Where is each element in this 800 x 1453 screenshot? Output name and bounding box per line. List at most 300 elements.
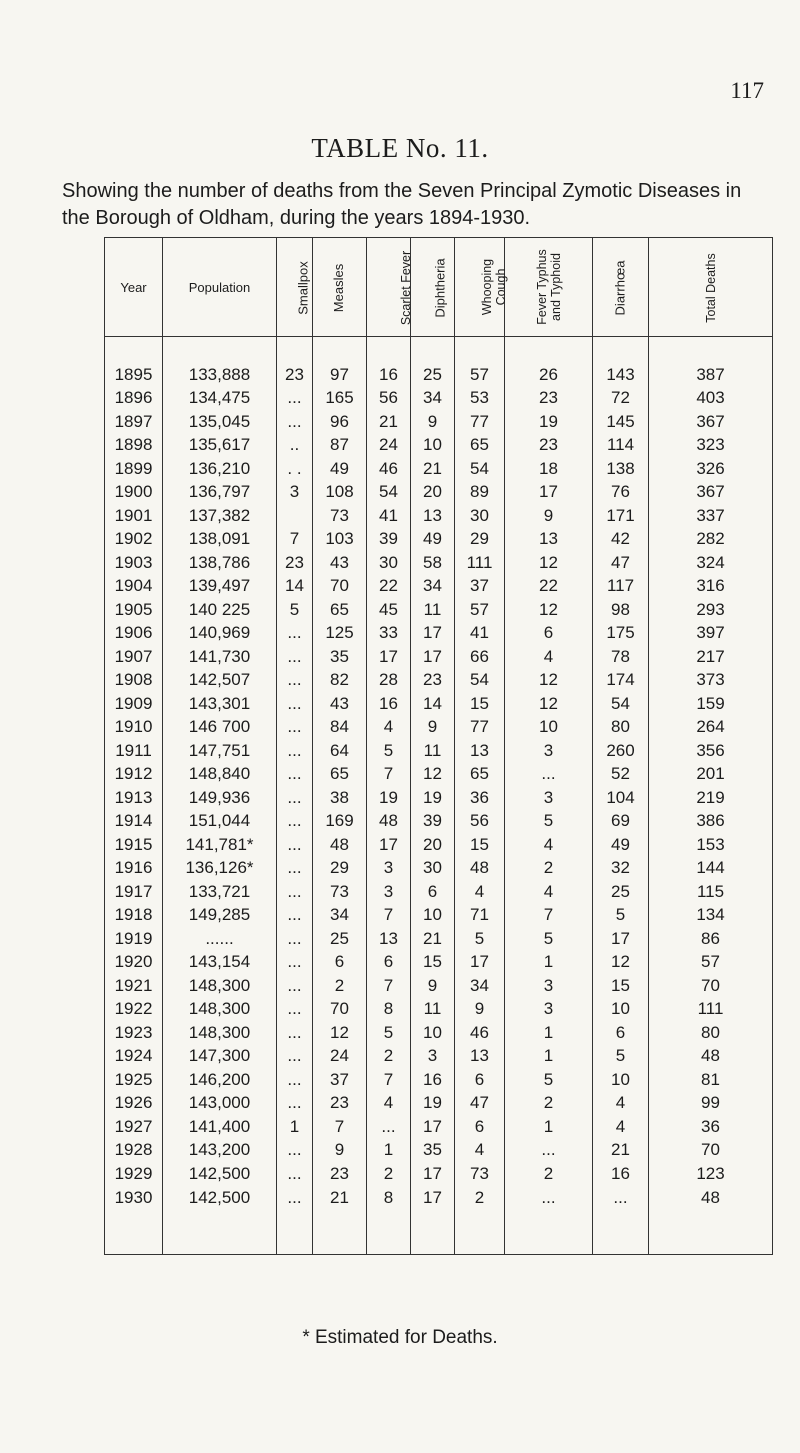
- cell-whooping-cough: 36: [455, 786, 505, 810]
- cell-fever: 19: [505, 410, 593, 434]
- cell-smallpox: 3: [277, 481, 313, 505]
- cell-total-deaths: 48: [649, 1045, 773, 1069]
- cell-diarrhoea: 175: [593, 622, 649, 646]
- cell-diphtheria: 30: [411, 857, 455, 881]
- cell-population: 141,781*: [163, 833, 277, 857]
- cell-scarlet-fever: 45: [367, 598, 411, 622]
- cell-scarlet-fever: 7: [367, 763, 411, 787]
- cell-total-deaths: 386: [649, 810, 773, 834]
- cell-smallpox: ...: [277, 1021, 313, 1045]
- cell-year: 1919: [105, 927, 163, 951]
- cell-year: 1896: [105, 387, 163, 411]
- cell-population: 143,154: [163, 951, 277, 975]
- cell-diarrhoea: 54: [593, 692, 649, 716]
- cell-whooping-cough: 54: [455, 457, 505, 481]
- cell-total-deaths: 159: [649, 692, 773, 716]
- cell-scarlet-fever: 56: [367, 387, 411, 411]
- cell-total-deaths: 81: [649, 1068, 773, 1092]
- cell-total-deaths: 70: [649, 974, 773, 998]
- cell-measles: 73: [313, 504, 367, 528]
- cell-whooping-cough: 29: [455, 528, 505, 552]
- cell-diphtheria: 16: [411, 1068, 455, 1092]
- cell-year: 1895: [105, 363, 163, 387]
- table-row: [105, 528, 773, 552]
- cell-scarlet-fever: 19: [367, 786, 411, 810]
- cell-diarrhoea: 52: [593, 763, 649, 787]
- cell-smallpox: 1: [277, 1115, 313, 1139]
- table-row: [105, 669, 773, 693]
- cell-year: 1927: [105, 1115, 163, 1139]
- cell-total-deaths: 80: [649, 1021, 773, 1045]
- cell-measles: 49: [313, 457, 367, 481]
- table-row: [105, 457, 773, 481]
- cell-population: 147,751: [163, 739, 277, 763]
- table-row: [105, 974, 773, 998]
- cell-diphtheria: 19: [411, 1092, 455, 1116]
- cell-measles: 23: [313, 1162, 367, 1186]
- cell-fever: 12: [505, 692, 593, 716]
- cell-whooping-cough: 34: [455, 974, 505, 998]
- cell-smallpox: ...: [277, 810, 313, 834]
- cell-fever: 9: [505, 504, 593, 528]
- cell-population: 142,507: [163, 669, 277, 693]
- cell-year: 1907: [105, 645, 163, 669]
- cell-diarrhoea: 80: [593, 716, 649, 740]
- cell-fever: 18: [505, 457, 593, 481]
- cell-total-deaths: 264: [649, 716, 773, 740]
- cell-measles: 9: [313, 1139, 367, 1163]
- cell-diarrhoea: 21: [593, 1139, 649, 1163]
- cell-fever: 4: [505, 880, 593, 904]
- cell-total-deaths: 397: [649, 622, 773, 646]
- cell-whooping-cough: 2: [455, 1186, 505, 1255]
- cell-year: 1929: [105, 1162, 163, 1186]
- cell-measles: 29: [313, 857, 367, 881]
- cell-whooping-cough: 6: [455, 1115, 505, 1139]
- cell-diphtheria: 20: [411, 833, 455, 857]
- cell-population: 135,617: [163, 434, 277, 458]
- cell-diarrhoea: 25: [593, 880, 649, 904]
- cell-year: 1928: [105, 1139, 163, 1163]
- cell-whooping-cough: 53: [455, 387, 505, 411]
- cell-smallpox: ...: [277, 998, 313, 1022]
- cell-smallpox: 7: [277, 528, 313, 552]
- cell-year: 1900: [105, 481, 163, 505]
- cell-fever: 6: [505, 622, 593, 646]
- cell-whooping-cough: 17: [455, 951, 505, 975]
- cell-fever: ...: [505, 1186, 593, 1255]
- cell-total-deaths: 99: [649, 1092, 773, 1116]
- cell-diphtheria: 17: [411, 622, 455, 646]
- cell-fever: 12: [505, 598, 593, 622]
- cell-measles: 24: [313, 1045, 367, 1069]
- table-title: TABLE No. 11.: [311, 133, 489, 163]
- cell-smallpox: [277, 504, 313, 528]
- cell-diarrhoea: 10: [593, 998, 649, 1022]
- cell-year: 1916: [105, 857, 163, 881]
- col-header-year: Year: [105, 238, 163, 337]
- cell-fever: 17: [505, 481, 593, 505]
- table-row: [105, 598, 773, 622]
- col-header-total-deaths: Total Deaths: [649, 238, 773, 337]
- cell-year: 1912: [105, 763, 163, 787]
- cell-year: 1930: [105, 1186, 163, 1255]
- cell-population: 135,045: [163, 410, 277, 434]
- cell-whooping-cough: 6: [455, 1068, 505, 1092]
- table-row: [105, 434, 773, 458]
- cell-scarlet-fever: 54: [367, 481, 411, 505]
- cell-year: 1897: [105, 410, 163, 434]
- cell-smallpox: ...: [277, 1162, 313, 1186]
- table-row: [105, 1068, 773, 1092]
- cell-smallpox: . .: [277, 457, 313, 481]
- cell-smallpox: 5: [277, 598, 313, 622]
- cell-smallpox: ...: [277, 974, 313, 998]
- cell-diarrhoea: 138: [593, 457, 649, 481]
- cell-total-deaths: 219: [649, 786, 773, 810]
- cell-smallpox: ...: [277, 1092, 313, 1116]
- cell-total-deaths: 293: [649, 598, 773, 622]
- cell-measles: 25: [313, 927, 367, 951]
- cell-smallpox: ...: [277, 410, 313, 434]
- cell-measles: 65: [313, 763, 367, 787]
- cell-diarrhoea: 15: [593, 974, 649, 998]
- cell-scarlet-fever: 22: [367, 575, 411, 599]
- cell-population: 148,300: [163, 998, 277, 1022]
- cell-measles: 84: [313, 716, 367, 740]
- table-row: [105, 575, 773, 599]
- table-row: [105, 481, 773, 505]
- cell-fever: 1: [505, 1115, 593, 1139]
- cell-diphtheria: 25: [411, 363, 455, 387]
- cell-diphtheria: 17: [411, 1115, 455, 1139]
- cell-population: 146,200: [163, 1068, 277, 1092]
- cell-measles: 7: [313, 1115, 367, 1139]
- cell-fever: 3: [505, 786, 593, 810]
- cell-diphtheria: 9: [411, 716, 455, 740]
- cell-scarlet-fever: 33: [367, 622, 411, 646]
- cell-scarlet-fever: 4: [367, 716, 411, 740]
- cell-smallpox: ...: [277, 857, 313, 881]
- cell-smallpox: ...: [277, 387, 313, 411]
- cell-whooping-cough: 9: [455, 998, 505, 1022]
- cell-whooping-cough: 4: [455, 880, 505, 904]
- cell-diphtheria: 3: [411, 1045, 455, 1069]
- cell-fever: 5: [505, 927, 593, 951]
- cell-whooping-cough: 5: [455, 927, 505, 951]
- cell-year: 1918: [105, 904, 163, 928]
- table-body: [105, 363, 773, 1254]
- cell-year: 1903: [105, 551, 163, 575]
- cell-diphtheria: 23: [411, 669, 455, 693]
- cell-scarlet-fever: 48: [367, 810, 411, 834]
- cell-fever: 12: [505, 669, 593, 693]
- deaths-table: [104, 237, 773, 1255]
- cell-population: 148,840: [163, 763, 277, 787]
- cell-scarlet-fever: 13: [367, 927, 411, 951]
- cell-total-deaths: 316: [649, 575, 773, 599]
- cell-scarlet-fever: 7: [367, 904, 411, 928]
- cell-diarrhoea: 49: [593, 833, 649, 857]
- cell-fever: 5: [505, 810, 593, 834]
- cell-scarlet-fever: 3: [367, 880, 411, 904]
- cell-diphtheria: 39: [411, 810, 455, 834]
- cell-diarrhoea: 78: [593, 645, 649, 669]
- cell-population: 147,300: [163, 1045, 277, 1069]
- cell-diphtheria: 11: [411, 998, 455, 1022]
- cell-whooping-cough: 4: [455, 1139, 505, 1163]
- cell-scarlet-fever: 5: [367, 1021, 411, 1045]
- col-header-diarrhoea: Diarrhœa: [593, 238, 649, 337]
- cell-smallpox: ...: [277, 669, 313, 693]
- cell-fever: 13: [505, 528, 593, 552]
- cell-total-deaths: 323: [649, 434, 773, 458]
- cell-scarlet-fever: 2: [367, 1162, 411, 1186]
- cell-diarrhoea: 114: [593, 434, 649, 458]
- cell-diarrhoea: 4: [593, 1115, 649, 1139]
- table-row: [105, 810, 773, 834]
- cell-smallpox: ...: [277, 716, 313, 740]
- cell-whooping-cough: 71: [455, 904, 505, 928]
- cell-whooping-cough: 65: [455, 434, 505, 458]
- cell-whooping-cough: 57: [455, 363, 505, 387]
- cell-diarrhoea: 145: [593, 410, 649, 434]
- cell-smallpox: ...: [277, 692, 313, 716]
- table-row: [105, 1186, 773, 1255]
- cell-measles: 97: [313, 363, 367, 387]
- col-header-measles: Measles: [313, 238, 367, 337]
- col-header-scarlet-fever: Scarlet Fever: [367, 238, 411, 337]
- cell-total-deaths: 367: [649, 481, 773, 505]
- cell-diarrhoea: 5: [593, 904, 649, 928]
- cell-year: 1915: [105, 833, 163, 857]
- cell-total-deaths: 115: [649, 880, 773, 904]
- cell-measles: 103: [313, 528, 367, 552]
- footnote: * Estimated for Deaths.: [302, 1327, 498, 1348]
- cell-measles: 6: [313, 951, 367, 975]
- cell-scarlet-fever: 30: [367, 551, 411, 575]
- cell-diarrhoea: ...: [593, 1186, 649, 1255]
- cell-total-deaths: 373: [649, 669, 773, 693]
- cell-smallpox: ...: [277, 763, 313, 787]
- cell-smallpox: ...: [277, 622, 313, 646]
- cell-smallpox: ...: [277, 1139, 313, 1163]
- cell-smallpox: ...: [277, 904, 313, 928]
- cell-fever: 3: [505, 739, 593, 763]
- cell-population: 136,210: [163, 457, 277, 481]
- cell-population: 143,301: [163, 692, 277, 716]
- cell-total-deaths: 367: [649, 410, 773, 434]
- cell-year: 1914: [105, 810, 163, 834]
- cell-total-deaths: 324: [649, 551, 773, 575]
- cell-measles: 125: [313, 622, 367, 646]
- cell-diarrhoea: 76: [593, 481, 649, 505]
- cell-population: 133,888: [163, 363, 277, 387]
- cell-diarrhoea: 72: [593, 387, 649, 411]
- cell-diarrhoea: 4: [593, 1092, 649, 1116]
- cell-smallpox: ...: [277, 645, 313, 669]
- cell-fever: 23: [505, 434, 593, 458]
- cell-fever: 12: [505, 551, 593, 575]
- cell-diarrhoea: 42: [593, 528, 649, 552]
- cell-population: 146 700: [163, 716, 277, 740]
- cell-scarlet-fever: ...: [367, 1115, 411, 1139]
- cell-diarrhoea: 98: [593, 598, 649, 622]
- cell-fever: 3: [505, 998, 593, 1022]
- cell-diarrhoea: 32: [593, 857, 649, 881]
- cell-diphtheria: 11: [411, 598, 455, 622]
- table-row: [105, 880, 773, 904]
- cell-smallpox: ...: [277, 786, 313, 810]
- cell-smallpox: 23: [277, 363, 313, 387]
- cell-diphtheria: 13: [411, 504, 455, 528]
- cell-scarlet-fever: 8: [367, 1186, 411, 1255]
- cell-measles: 37: [313, 1068, 367, 1092]
- cell-population: 151,044: [163, 810, 277, 834]
- cell-scarlet-fever: 2: [367, 1045, 411, 1069]
- cell-measles: 12: [313, 1021, 367, 1045]
- cell-whooping-cough: 56: [455, 810, 505, 834]
- cell-population: 133,721: [163, 880, 277, 904]
- table-row: [105, 927, 773, 951]
- cell-diphtheria: 17: [411, 645, 455, 669]
- cell-year: 1905: [105, 598, 163, 622]
- table-row: [105, 504, 773, 528]
- cell-total-deaths: 387: [649, 363, 773, 387]
- cell-smallpox: ...: [277, 833, 313, 857]
- cell-total-deaths: 337: [649, 504, 773, 528]
- cell-measles: 21: [313, 1186, 367, 1255]
- cell-fever: 23: [505, 387, 593, 411]
- cell-diphtheria: 21: [411, 927, 455, 951]
- table-row: [105, 833, 773, 857]
- table-row: [105, 786, 773, 810]
- cell-fever: 4: [505, 833, 593, 857]
- cell-total-deaths: 144: [649, 857, 773, 881]
- cell-diphtheria: 9: [411, 410, 455, 434]
- cell-measles: 82: [313, 669, 367, 693]
- cell-total-deaths: 403: [649, 387, 773, 411]
- cell-fever: ...: [505, 1139, 593, 1163]
- cell-diarrhoea: 10: [593, 1068, 649, 1092]
- cell-fever: 2: [505, 1162, 593, 1186]
- cell-population: 149,285: [163, 904, 277, 928]
- cell-total-deaths: 153: [649, 833, 773, 857]
- cell-diarrhoea: 6: [593, 1021, 649, 1045]
- cell-total-deaths: 36: [649, 1115, 773, 1139]
- cell-fever: ...: [505, 763, 593, 787]
- cell-diarrhoea: 143: [593, 363, 649, 387]
- cell-fever: 26: [505, 363, 593, 387]
- cell-population: 139,497: [163, 575, 277, 599]
- cell-year: 1923: [105, 1021, 163, 1045]
- cell-measles: 64: [313, 739, 367, 763]
- cell-diphtheria: 20: [411, 481, 455, 505]
- cell-scarlet-fever: 6: [367, 951, 411, 975]
- table-row: [105, 363, 773, 387]
- cell-whooping-cough: 65: [455, 763, 505, 787]
- cell-scarlet-fever: 7: [367, 974, 411, 998]
- cell-whooping-cough: 46: [455, 1021, 505, 1045]
- cell-fever: 1: [505, 1045, 593, 1069]
- cell-whooping-cough: 37: [455, 575, 505, 599]
- header-row: [105, 238, 773, 337]
- cell-diarrhoea: 69: [593, 810, 649, 834]
- cell-diphtheria: 12: [411, 763, 455, 787]
- cell-scarlet-fever: 3: [367, 857, 411, 881]
- col-header-population: Population: [163, 238, 277, 337]
- cell-year: 1911: [105, 739, 163, 763]
- cell-measles: 96: [313, 410, 367, 434]
- cell-measles: 34: [313, 904, 367, 928]
- cell-measles: 43: [313, 692, 367, 716]
- table-row: [105, 551, 773, 575]
- cell-whooping-cough: 13: [455, 739, 505, 763]
- cell-diphtheria: 34: [411, 575, 455, 599]
- cell-total-deaths: 86: [649, 927, 773, 951]
- cell-whooping-cough: 73: [455, 1162, 505, 1186]
- cell-scarlet-fever: 39: [367, 528, 411, 552]
- table-row: [105, 739, 773, 763]
- cell-year: 1924: [105, 1045, 163, 1069]
- cell-population: 136,126*: [163, 857, 277, 881]
- cell-scarlet-fever: 28: [367, 669, 411, 693]
- cell-measles: 165: [313, 387, 367, 411]
- cell-whooping-cough: 15: [455, 833, 505, 857]
- cell-scarlet-fever: 5: [367, 739, 411, 763]
- cell-diphtheria: 9: [411, 974, 455, 998]
- cell-total-deaths: 326: [649, 457, 773, 481]
- cell-diarrhoea: 16: [593, 1162, 649, 1186]
- cell-total-deaths: 356: [649, 739, 773, 763]
- col-header-whooping-cough: Whooping Cough: [455, 238, 505, 337]
- cell-year: 1901: [105, 504, 163, 528]
- cell-fever: 22: [505, 575, 593, 599]
- cell-measles: 108: [313, 481, 367, 505]
- cell-diphtheria: 14: [411, 692, 455, 716]
- cell-total-deaths: 123: [649, 1162, 773, 1186]
- cell-total-deaths: 217: [649, 645, 773, 669]
- cell-measles: 43: [313, 551, 367, 575]
- cell-year: 1909: [105, 692, 163, 716]
- cell-scarlet-fever: 41: [367, 504, 411, 528]
- cell-diphtheria: 58: [411, 551, 455, 575]
- cell-population: 134,475: [163, 387, 277, 411]
- cell-whooping-cough: 89: [455, 481, 505, 505]
- table-row: [105, 645, 773, 669]
- cell-smallpox: 23: [277, 551, 313, 575]
- cell-year: 1902: [105, 528, 163, 552]
- table-row: [105, 1162, 773, 1186]
- cell-population: 149,936: [163, 786, 277, 810]
- cell-diarrhoea: 117: [593, 575, 649, 599]
- cell-fever: 7: [505, 904, 593, 928]
- table-row: [105, 1139, 773, 1163]
- cell-diphtheria: 10: [411, 434, 455, 458]
- cell-diphtheria: 34: [411, 387, 455, 411]
- cell-measles: 87: [313, 434, 367, 458]
- cell-population: 142,500: [163, 1162, 277, 1186]
- cell-whooping-cough: 13: [455, 1045, 505, 1069]
- cell-scarlet-fever: 8: [367, 998, 411, 1022]
- table-row: [105, 1115, 773, 1139]
- table-row: [105, 951, 773, 975]
- cell-whooping-cough: 15: [455, 692, 505, 716]
- cell-diarrhoea: 171: [593, 504, 649, 528]
- cell-year: 1922: [105, 998, 163, 1022]
- cell-total-deaths: 57: [649, 951, 773, 975]
- cell-smallpox: ...: [277, 880, 313, 904]
